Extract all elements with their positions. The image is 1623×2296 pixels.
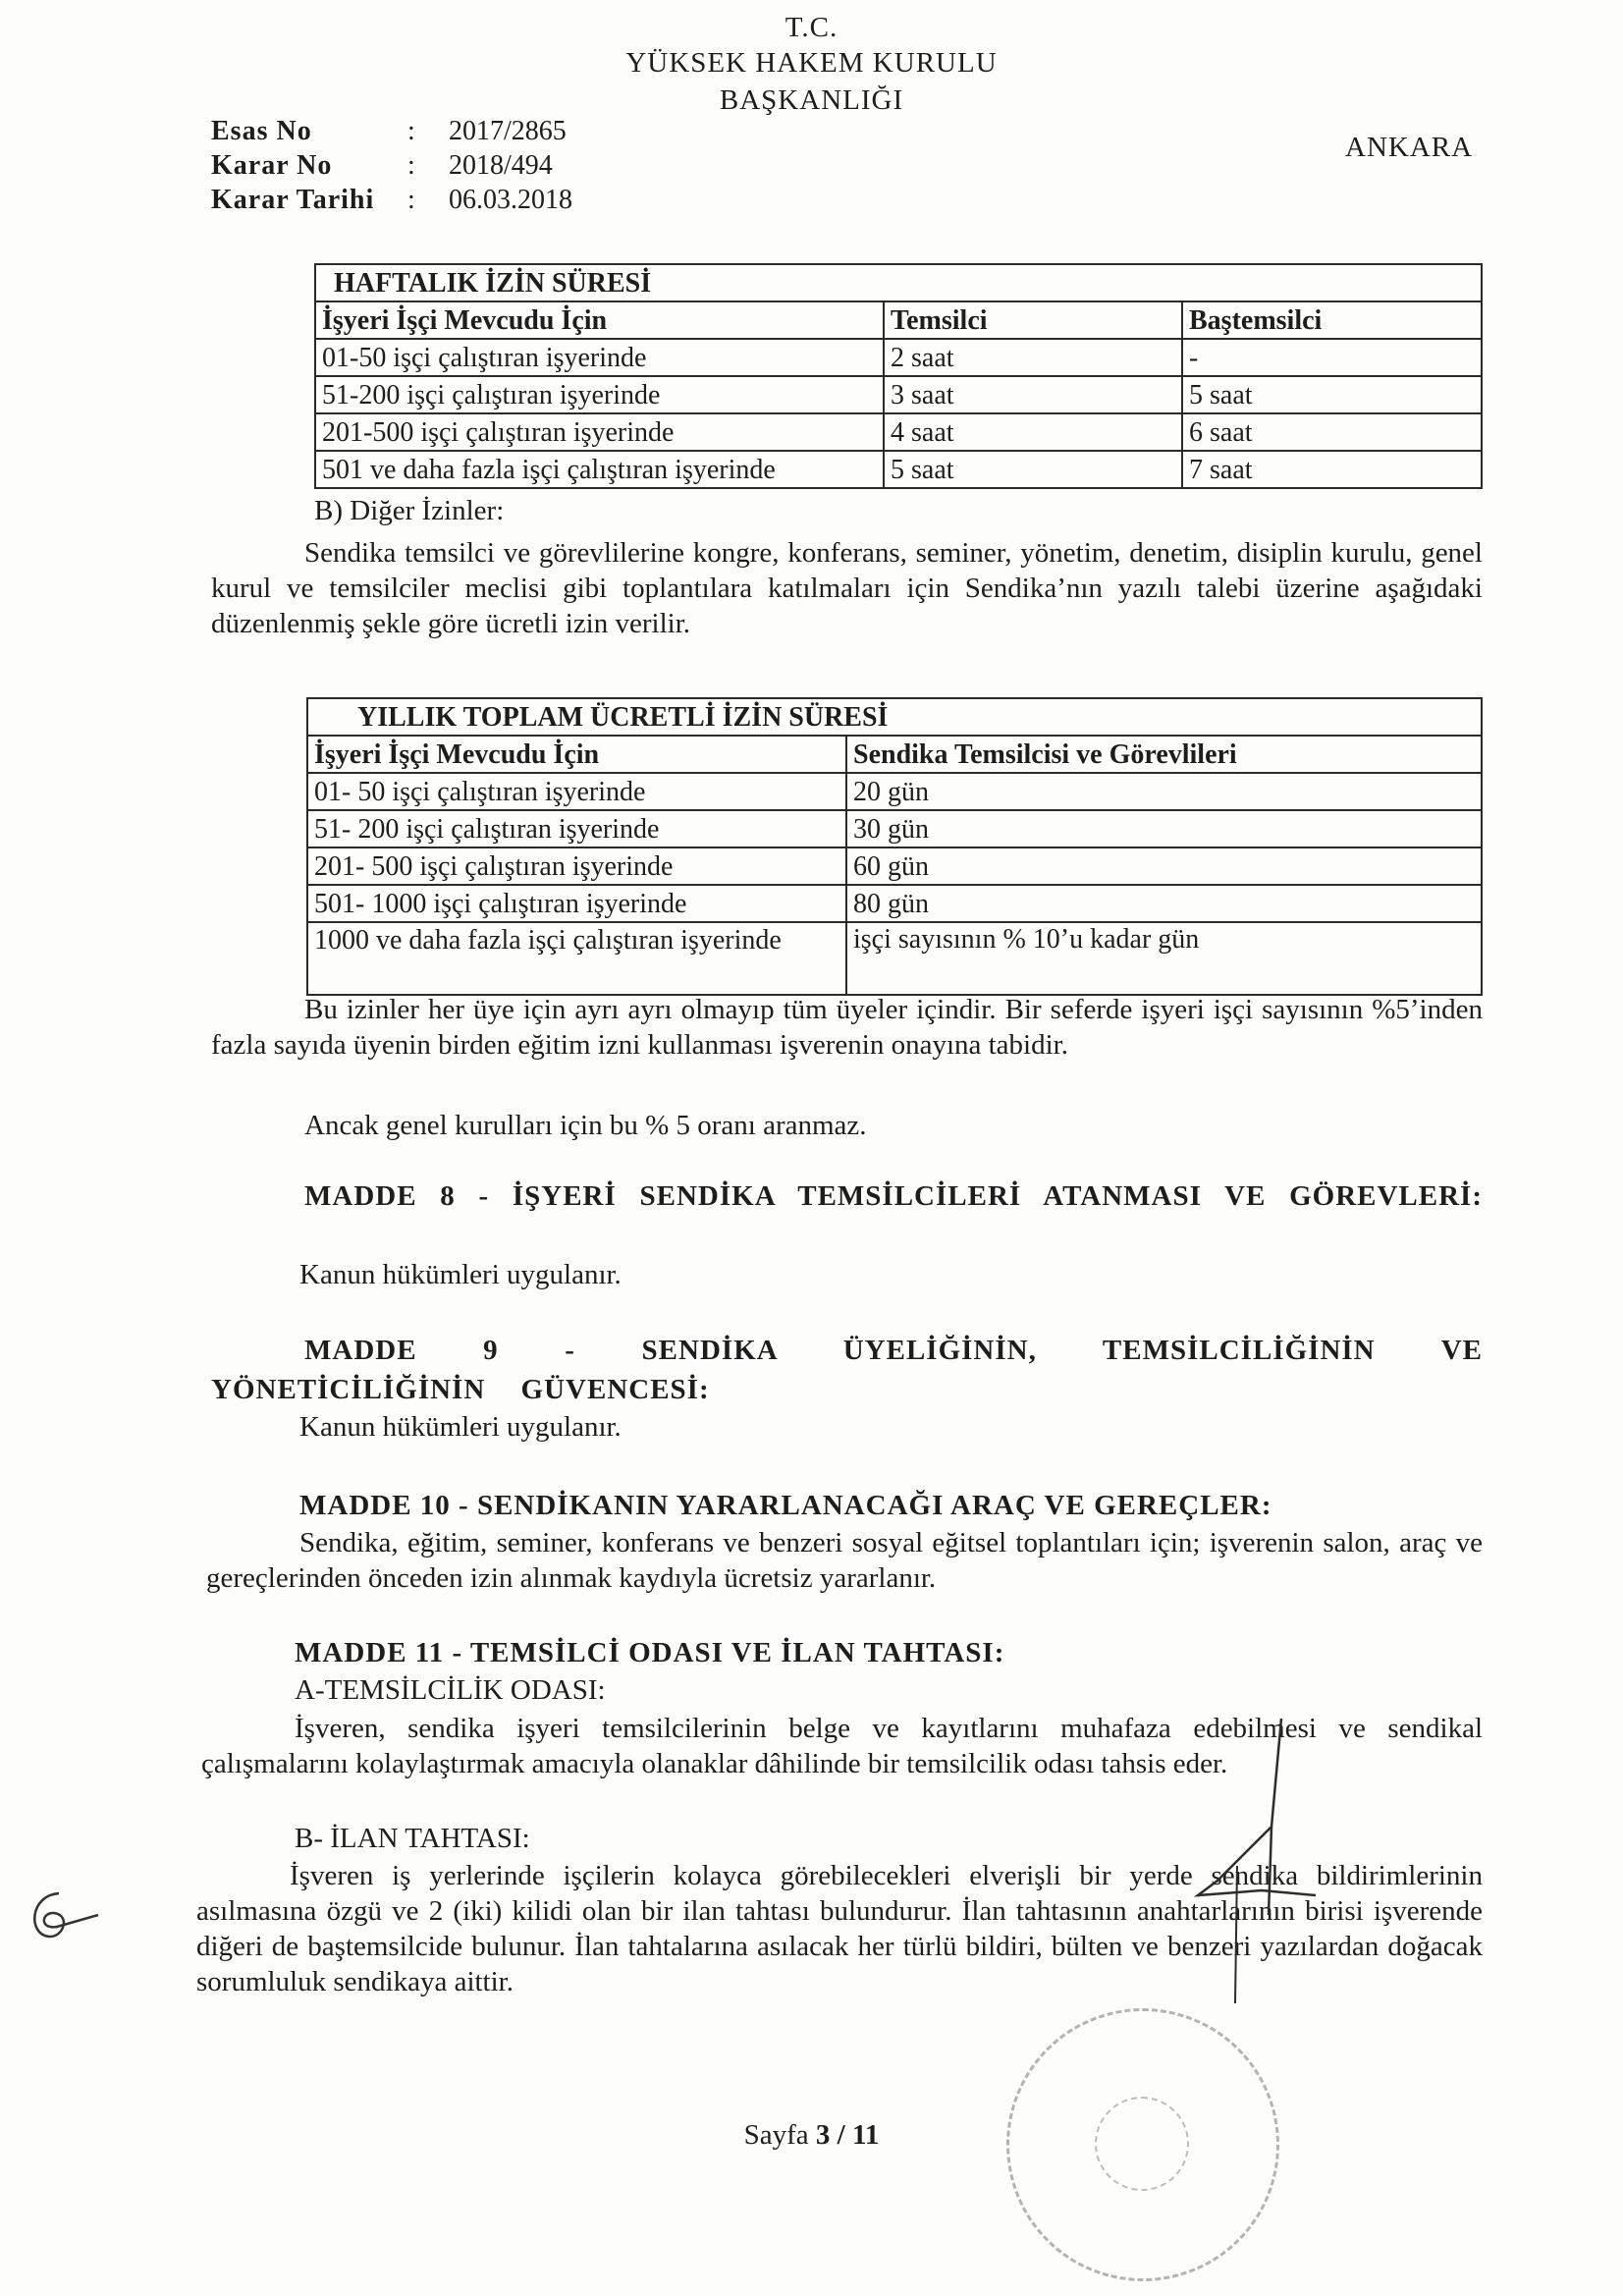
meta-label: Karar No [211,150,333,181]
handwritten-signature [1178,1709,1325,2023]
madde-11-b-heading: B- İLAN TAHTASI: [295,1823,530,1854]
table-cell: 6 saat [1182,413,1482,451]
page-current: 3 [815,2119,831,2151]
table-cell: 201- 500 işçi çalıştıran işyerinde [307,847,846,885]
table-cell: 51-200 işçi çalıştıran işyerinde [315,376,884,413]
handwritten-initial-mark [20,1876,108,1954]
table-header: Sendika Temsilcisi ve Görevlileri [846,736,1482,773]
table-cell: 5 saat [1182,376,1482,413]
table-row [307,847,1482,885]
table-row [307,773,1482,810]
section-b-paragraph: Sendika temsilci ve görevlilerine kongre, konferans, seminer, yönetim, denetim, disiplin kurulu, genel kurul ve temsilciler meclisi gibi toplantılara katılmaları için Sendika’nın yazılı talebi üzerine aşağıdaki düzenlenmiş şekle göre ücretli izin verilir. [211,537,1483,639]
table-cell: 1000 ve daha fazla işçi çalıştıran işyerinde [307,922,846,995]
madde-8-body: Kanun hükümleri uygulanır. [299,1259,622,1290]
meta-label: Esas No [211,116,312,146]
table-cell: 7 saat [1182,451,1482,488]
table-cell: 80 gün [846,885,1482,922]
madde-11-a-heading: A-TEMSİLCİLİK ODASI: [295,1674,606,1706]
annual-leave-table [306,697,1483,996]
page-total: 11 [851,2119,880,2151]
table-cell: 01-50 işçi çalıştıran işyerinde [315,339,884,376]
table-row [307,810,1482,847]
table-row [315,376,1482,413]
table-cell: 20 gün [846,773,1482,810]
weekly-leave-table [314,263,1483,489]
header-institution: YÜKSEK HAKEM KURULU [625,47,998,79]
table-header: İşyeri İşçi Mevcudu İçin [307,736,846,773]
meta-value: 2017/2865 [449,116,567,146]
table-row [315,413,1482,451]
case-meta [211,116,572,219]
table-cell: 201-500 işçi çalıştıran işyerinde [315,413,884,451]
table-cell: 5 saat [884,451,1182,488]
table-header: İşyeri İşçi Mevcudu İçin [315,301,884,339]
table-cell: 30 gün [846,810,1482,847]
table-row [307,885,1482,922]
meta-sep: : [407,185,415,215]
table-title: YILLIK TOPLAM ÜCRETLİ İZİN SÜRESİ [307,698,1482,736]
madde-11-b-body: İşveren iş yerlerinde işçilerin kolayca görebilecekleri elverişli bir yerde sendika bildirimlerinin asılmasına özgü ve 2 (iki) kilidi olan bir ilan tahtası bulundurur. İlan tahtasının anahtarlarının birisi işverende diğeri de baştemsilcide bulunur. İlan tahtalarına asılacak her türlü bildiri, bülten ve benzeri yazılardan doğacak sorumluluk sendikaya aittir. [196,1860,1483,1997]
table-cell: 501- 1000 işçi çalıştıran işyerinde [307,885,846,922]
table-title: HAFTALIK İZİN SÜRESİ [315,264,1482,301]
madde-10-body: Sendika, eğitim, seminer, konferans ve benzeri sosyal eğitsel toplantıları için; işverenin salon, araç ve gereçlerinden önceden izin alınmak kaydıyla ücretsiz yararlanır. [206,1527,1483,1594]
table-cell: 3 saat [884,376,1182,413]
meta-sep: : [407,116,415,146]
table-cell: - [1182,339,1482,376]
table-header: Baştemsilci [1182,301,1482,339]
table-cell: 2 saat [884,339,1182,376]
page-number [0,2119,1623,2152]
table-cell: işçi sayısının % 10’u kadar gün [846,922,1482,995]
table-cell: 51- 200 işçi çalıştıran işyerinde [307,810,846,847]
meta-label: Karar Tarihi [211,185,375,215]
page-separator: / [830,2119,852,2151]
table-cell: 01- 50 işçi çalıştıran işyerinde [307,773,846,810]
madde-10-title: MADDE 10 - SENDİKANIN YARARLANACAĞI ARAÇ VE GEREÇLER: [299,1490,1272,1521]
table-cell: 501 ve daha fazla işçi çalıştıran işyerinde [315,451,884,488]
meta-value: 06.03.2018 [449,185,572,215]
table-row [315,451,1482,488]
paragraph-ancak: Ancak genel kurulları için bu % 5 oranı aranmaz. [304,1110,867,1141]
meta-row-tarih [211,185,572,219]
madde-11-a-body: İşveren, sendika işyeri temsilcilerinin belge ve kayıtlarını muhafaza edebilmesi ve sendikal çalışmalarını kolaylaştırmak amacıyla olanaklar dâhilinde bir temsilcilik odası tahsis eder. [201,1713,1483,1779]
madde-8-title: MADDE 8 - İŞYERİ SENDİKA TEMSİLCİLERİ ATANMASI VE GÖREVLERİ: [304,1180,1483,1212]
header-city: ANKARA [1345,132,1474,163]
meta-row-esas [211,116,572,150]
madde-9-body: Kanun hükümleri uygulanır. [299,1411,622,1443]
table-cell: 60 gün [846,847,1482,885]
page-prefix: Sayfa [743,2119,816,2151]
header-tc: T.C. [784,12,839,43]
section-b-heading: B) Diğer İzinler: [314,495,505,526]
meta-sep: : [407,150,415,181]
header-presidency: BAŞKANLIĞI [719,84,904,116]
table-cell: 4 saat [884,413,1182,451]
table-header: Temsilci [884,301,1182,339]
madde-9-title: MADDE 9 - SENDİKA ÜYELİĞİNİN, TEMSİLCİLİĞİNİN VE YÖNETİCİLİĞİNİN GÜVENCESİ: [211,1335,1483,1405]
table-row [315,339,1482,376]
table-row [307,922,1482,995]
paragraph-leave-note: Bu izinler her üye için ayrı ayrı olmayıp tüm üyeler içindir. Bir seferde işyeri işçi sayısının %5’inden fazla sayıda üyenin birden eğitim izni kullanması işverenin onayına tabidir. [211,994,1483,1061]
madde-11-title: MADDE 11 - TEMSİLCİ ODASI VE İLAN TAHTASI: [295,1637,1005,1668]
meta-value: 2018/494 [449,150,553,181]
meta-row-karar [211,150,572,185]
